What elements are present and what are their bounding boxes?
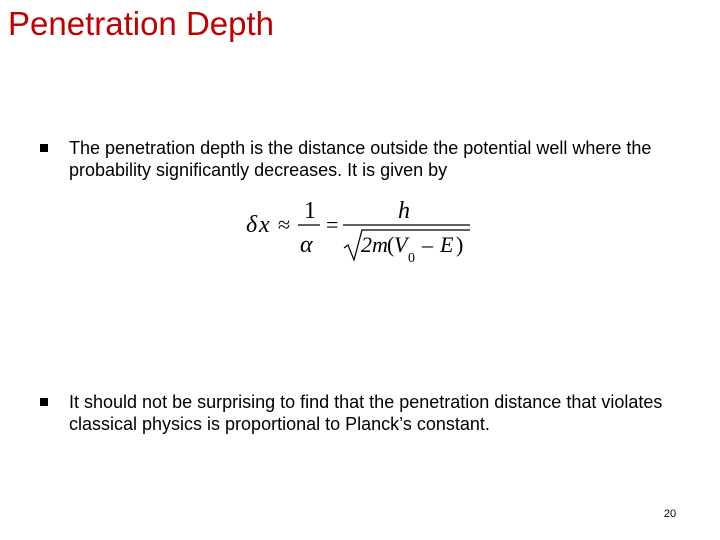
bullet-square-icon — [40, 398, 48, 406]
formula-frac1-numerator: 1 — [304, 198, 316, 224]
formula-frac2-den-minus: – — [422, 232, 433, 257]
bullet-text: It should not be surprising to find that the penetration distance that violates classical physics is proportional to Planck’s constant. — [69, 392, 663, 434]
slide-title: Penetration Depth — [8, 5, 275, 42]
formula-frac2-den-2m: 2m — [361, 232, 388, 257]
formula-equals: = — [326, 212, 339, 237]
page-number: 20 — [663, 508, 677, 520]
formula-approx: ≈ — [278, 212, 291, 237]
bullet-item — [40, 137, 700, 183]
formula-frac2-den-close-paren: ) — [456, 232, 464, 257]
formula-x: x — [259, 212, 270, 238]
bullet-text: The penetration depth is the distance outside the potential well where the probability significantly decreases. It is given by — [69, 138, 652, 180]
formula-frac2-den-E: E — [440, 232, 454, 257]
penetration-depth-formula — [240, 192, 480, 272]
formula-delta: δ — [246, 212, 258, 238]
formula-frac1-denominator: α — [300, 232, 313, 258]
formula-frac2-den-open-paren: ( — [387, 232, 395, 257]
formula-frac2-numerator: h — [398, 198, 410, 224]
bullet-item — [40, 391, 700, 437]
bullet-square-icon — [40, 144, 48, 152]
formula-frac2-den-subscript: 0 — [408, 251, 415, 266]
formula-frac2-den-V: V — [394, 232, 408, 257]
